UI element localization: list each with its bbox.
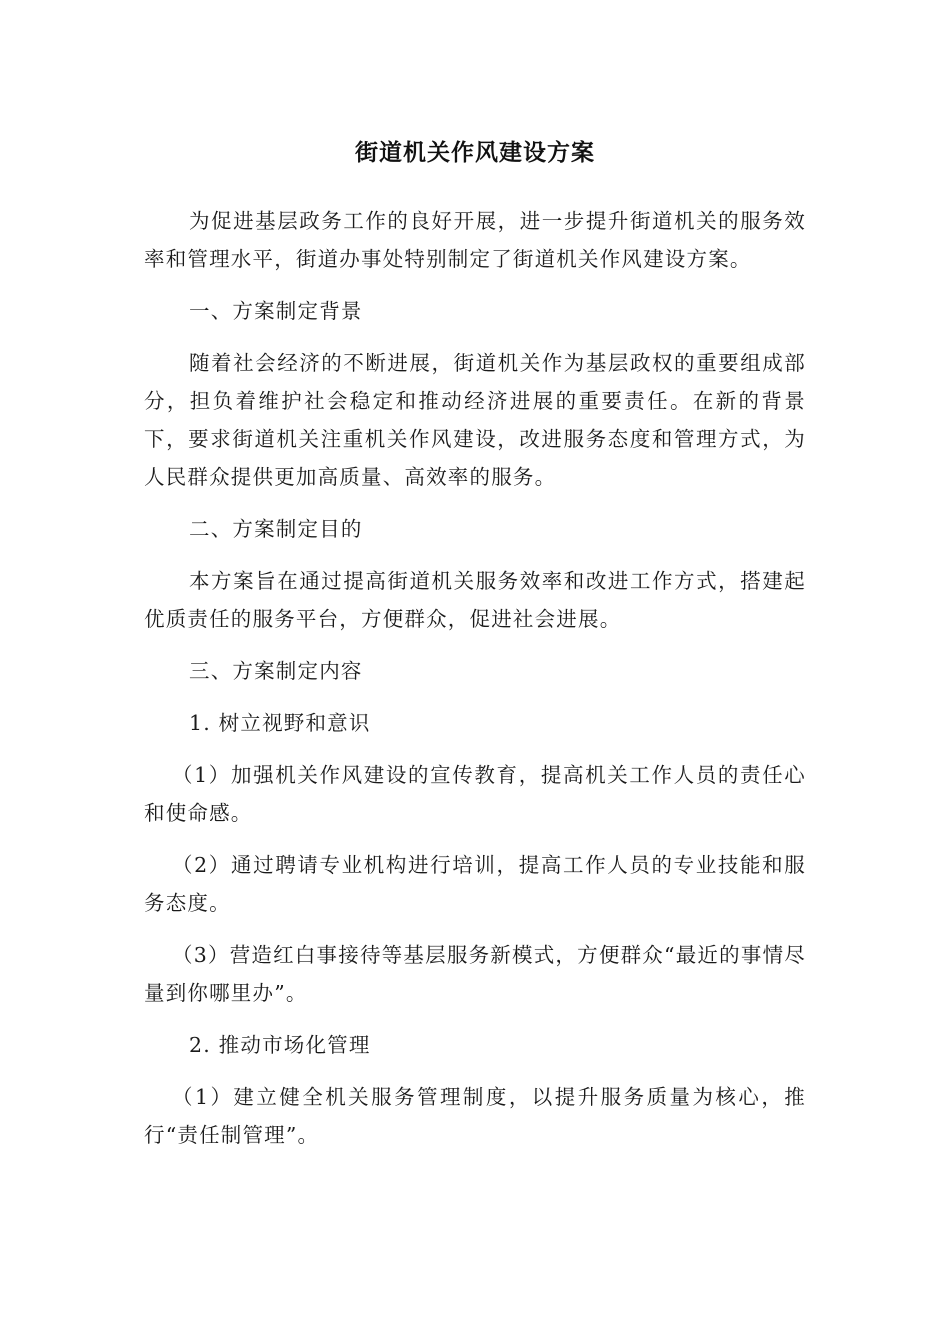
subheading-market: 2. 推动市场化管理: [189, 1033, 371, 1057]
list-item-vision-2: （2）通过聘请专业机构进行培训，提高工作人员的专业技能和服务态度。: [144, 853, 806, 915]
section-heading-content: 三、方案制定内容: [189, 659, 363, 683]
list-item-vision-3: （3）营造红白事接待等基层服务新模式，方便群众“最近的事情尽量到你哪里办”。: [144, 943, 806, 1005]
document-title: 街道机关作风建设方案: [355, 140, 595, 166]
list-item-market-1: （1）建立健全机关服务管理制度，以提升服务质量为核心，推行“责任制管理”。: [144, 1085, 806, 1147]
background-paragraph: 随着社会经济的不断进展，街道机关作为基层政权的重要组成部分，担负着维护社会稳定和推动经济进展的重要责任。在新的背景下，要求街道机关注重机关作风建设，改进服务态度和管理方式，为人民群众提供更加高质量、高效率的服务。: [144, 351, 806, 489]
list-item-vision-1: （1）加强机关作风建设的宣传教育，提高机关工作人员的责任心和使命感。: [144, 763, 806, 825]
section-heading-purpose: 二、方案制定目的: [189, 517, 363, 541]
subheading-vision: 1. 树立视野和意识: [189, 711, 371, 735]
intro-paragraph: 为促进基层政务工作的良好开展，进一步提升街道机关的服务效率和管理水平，街道办事处特别制定了街道机关作风建设方案。: [144, 209, 806, 271]
purpose-paragraph: 本方案旨在通过提高街道机关服务效率和改进工作方式，搭建起优质责任的服务平台，方便群众，促进社会进展。: [144, 569, 806, 631]
section-heading-background: 一、方案制定背景: [189, 299, 363, 323]
document-body: [144, 202, 806, 1168]
